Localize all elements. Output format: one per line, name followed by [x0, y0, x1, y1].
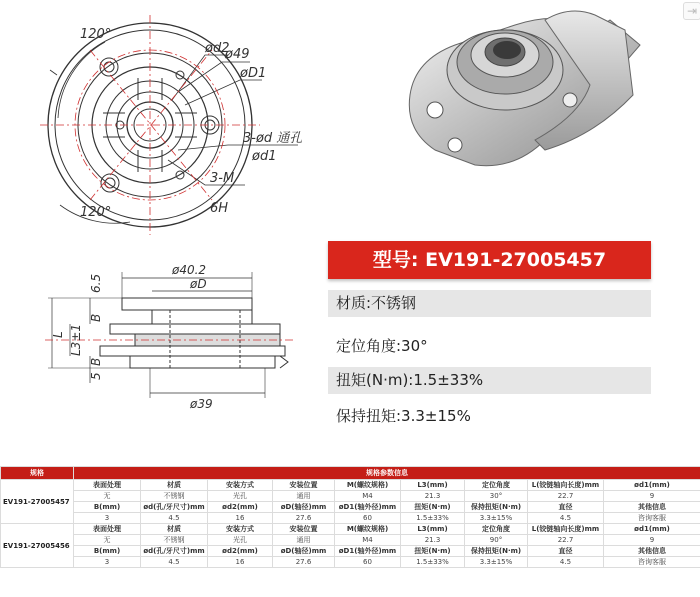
- dim-B-top-label: B: [89, 313, 103, 322]
- angle-top-label: 120°: [80, 27, 112, 42]
- table-cell: 3: [74, 557, 141, 568]
- column-label: L3(mm): [401, 524, 465, 535]
- table-cell: 27.6: [273, 557, 335, 568]
- table-cell: 无: [74, 535, 141, 546]
- exit-icon[interactable]: ⇥: [683, 2, 700, 20]
- table-cell: 不锈钢: [141, 535, 208, 546]
- dim-L-label: L: [51, 331, 65, 338]
- holding-torque-row: 保持扭矩:3.3±15%: [328, 403, 651, 430]
- column-label: ød1(mm): [604, 524, 700, 535]
- table-cell: 3: [74, 513, 141, 524]
- spec-table: [0, 466, 700, 568]
- table-cell: 60: [335, 557, 401, 568]
- table-cell: 21.3: [401, 535, 465, 546]
- column-label: øD1(轴外径)mm: [335, 546, 401, 557]
- table-cell: 通用: [273, 491, 335, 502]
- model-banner: 型号: EV191-27005457: [328, 241, 651, 279]
- column-label: 保持扭矩(N·m): [465, 546, 528, 557]
- column-label: ød2(mm): [208, 502, 273, 513]
- model-cell: EV191-27005456: [1, 524, 74, 568]
- column-label: 直径: [528, 546, 604, 557]
- dim-D-label: øD: [190, 277, 207, 291]
- column-label: 定位角度: [465, 480, 528, 491]
- dim-L3-label: L3±1: [69, 323, 83, 356]
- dim-49-label: ø49: [225, 47, 250, 62]
- dim-B-bottom-label: B: [89, 357, 103, 366]
- column-label: 保持扭矩(N·m): [465, 502, 528, 513]
- table-cell: 1.5±33%: [401, 557, 465, 568]
- table-cell: 4.5: [528, 557, 604, 568]
- table-cell: 无: [74, 491, 141, 502]
- material-row: 材质:不锈钢: [328, 290, 651, 317]
- table-header-row: [1, 467, 700, 480]
- column-label: M(螺纹规格): [335, 480, 401, 491]
- table-cell: 16: [208, 557, 273, 568]
- dim-D1-label: øD1: [240, 66, 267, 81]
- column-label: øD(轴径)mm: [273, 546, 335, 557]
- model-cell: EV191-27005457: [1, 480, 74, 524]
- table-row: [1, 491, 700, 502]
- hole-sub-label: ød1: [252, 149, 277, 164]
- column-label: ød(孔/牙尺寸)mm: [141, 546, 208, 557]
- table-cell: 16: [208, 513, 273, 524]
- column-label: 其他信息: [604, 546, 700, 557]
- column-label: 扭矩(N·m): [401, 546, 465, 557]
- side-view-drawing: [40, 258, 300, 423]
- product-render-image: [395, 0, 695, 210]
- table-cell: 光孔: [208, 535, 273, 546]
- table-row: [1, 557, 700, 568]
- table-cell: 30°: [465, 491, 528, 502]
- header-spec: 规格: [1, 467, 74, 480]
- column-label: 定位角度: [465, 524, 528, 535]
- column-label: 安装方式: [208, 524, 273, 535]
- table-label-row: [1, 546, 700, 557]
- dim-39-label: ø39: [190, 397, 213, 411]
- table-row: [1, 535, 700, 546]
- column-label: L3(mm): [401, 480, 465, 491]
- column-label: B(mm): [74, 546, 141, 557]
- table-cell: 3.3±15%: [465, 513, 528, 524]
- dim-5-label: 5: [89, 372, 103, 380]
- column-label: 直径: [528, 502, 604, 513]
- table-cell: 光孔: [208, 491, 273, 502]
- table-cell: 60: [335, 513, 401, 524]
- angle-row: 定位角度:30°: [328, 333, 651, 360]
- dim-40-2-label: ø40.2: [172, 263, 207, 277]
- table-label-row: [1, 524, 700, 535]
- column-label: 安装位置: [273, 524, 335, 535]
- column-label: 表面处理: [74, 524, 141, 535]
- thread-label: 3-M: [210, 171, 235, 186]
- table-cell: M4: [335, 535, 401, 546]
- table-cell: 9: [604, 535, 700, 546]
- table-cell: 咨询客服: [604, 513, 700, 524]
- table-cell: 90°: [465, 535, 528, 546]
- column-label: ød2(mm): [208, 546, 273, 557]
- table-cell: 4.5: [528, 513, 604, 524]
- table-cell: 不锈钢: [141, 491, 208, 502]
- column-label: L(铰链轴向长度)mm: [528, 480, 604, 491]
- table-row: [1, 513, 700, 524]
- column-label: M(螺纹规格): [335, 524, 401, 535]
- table-label-row: [1, 502, 700, 513]
- thread-sub-label: 6H: [210, 201, 229, 216]
- column-label: øD1(轴外径)mm: [335, 502, 401, 513]
- table-cell: 9: [604, 491, 700, 502]
- header-spec-info: 规格参数信息: [74, 467, 700, 480]
- column-label: øD(轴径)mm: [273, 502, 335, 513]
- table-cell: 咨询客服: [604, 557, 700, 568]
- front-view-drawing: [0, 0, 330, 240]
- table-cell: 3.3±15%: [465, 557, 528, 568]
- table-cell: M4: [335, 491, 401, 502]
- table-cell: 27.6: [273, 513, 335, 524]
- table-cell: 4.5: [141, 513, 208, 524]
- column-label: ød1(mm): [604, 480, 700, 491]
- dim-d2-label: ød2: [205, 41, 230, 56]
- hole-label: 3-ød 通孔: [243, 131, 303, 146]
- column-label: 表面处理: [74, 480, 141, 491]
- table-cell: 1.5±33%: [401, 513, 465, 524]
- angle-bottom-label: 120°: [80, 205, 112, 220]
- column-label: 材质: [141, 524, 208, 535]
- table-cell: 22.7: [528, 491, 604, 502]
- column-label: 其他信息: [604, 502, 700, 513]
- table-cell: 通用: [273, 535, 335, 546]
- column-label: ød(孔/牙尺寸)mm: [141, 502, 208, 513]
- column-label: 材质: [141, 480, 208, 491]
- table-cell: 22.7: [528, 535, 604, 546]
- table-cell: 4.5: [141, 557, 208, 568]
- table-label-row: [1, 480, 700, 491]
- dim-6-5-label: 6.5: [89, 273, 103, 293]
- torque-row: 扭矩(N·m):1.5±33%: [328, 367, 651, 394]
- column-label: 安装位置: [273, 480, 335, 491]
- column-label: 扭矩(N·m): [401, 502, 465, 513]
- column-label: 安装方式: [208, 480, 273, 491]
- column-label: B(mm): [74, 502, 141, 513]
- column-label: L(铰链轴向长度)mm: [528, 524, 604, 535]
- table-cell: 21.3: [401, 491, 465, 502]
